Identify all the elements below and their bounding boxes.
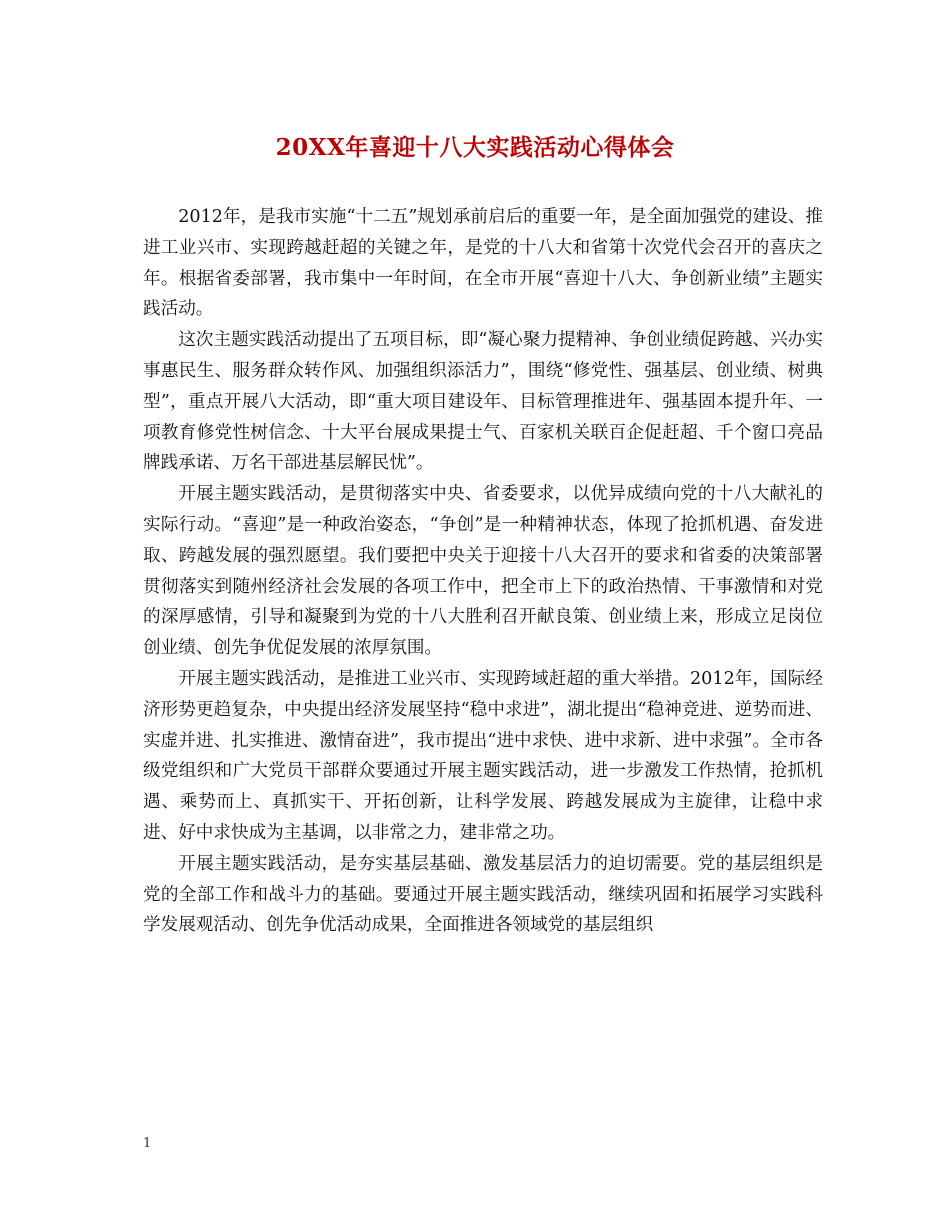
document-body xyxy=(143,202,823,941)
paragraph-4: 开展主题实践活动，是推进工业兴市、实现跨域赶超的重大举措。2012年，国际经济形势更趋复杂，中央提出经济发展坚持“稳中求进”，湖北提出“稳神竞进、逆势而进、实虚并进、扎实推进、激情奋进”，我市提出“进中求快、进中求新、进中求强”。全市各级党组织和广大党员干部群众要通过开展主题实践活动，进一步激发工作热情，抢抓机遇、乘势而上、真抓实干、开拓创新，让科学发展、跨越发展成为主旋律，让稳中求进、好中求快成为主基调，以非常之力，建非常之功。 xyxy=(143,668,823,843)
paragraph-5: 开展主题实践活动，是夯实基层基础、激发基层活力的迫切需要。党的基层组织是党的全部工作和战斗力的基础。要通过开展主题实践活动，继续巩固和拓展学习实践科学发展观活动、创先争优活动成果，全面推进各领域党的基层组织 xyxy=(143,853,823,936)
document-title: 20XX年喜迎十八大实践活动心得体会 xyxy=(275,134,675,161)
paragraph-2: 这次主题实践活动提出了五项目标，即“凝心聚力提精神、争创业绩促跨越、兴办实事惠民生、服务群众转作风、加强组织添活力”，围绕“修党性、强基层、创业绩、树典型”，重点开展八大活动，即“重大项目建设年、目标管理推进年、强基固本提升年、一项教育修党性树信念、十大平台展成果提士气、百家机关联百企促赶超、千个窗口亮品牌践承诺、万名干部进基层解民忧”。 xyxy=(143,330,823,474)
paragraph-1: 2012年，是我市实施“十二五”规划承前启后的重要一年，是全面加强党的建设、推进工业兴市、实现跨越赶超的关键之年，是党的十八大和省第十次党代会召开的喜庆之年。根据省委部署，我市集中一年时间，在全市开展“喜迎十八大、争创新业绩”主题实践活动。 xyxy=(143,207,823,320)
page-number: 1 xyxy=(143,1136,152,1151)
paragraph-3: 开展主题实践活动，是贯彻落实中央、省委要求，以优异成绩向党的十八大献礼的实际行动。“喜迎”是一种政治姿态，“争创”是一种精神状态，体现了抢抓机遇、奋发进取、跨越发展的强烈愿望。我们要把中央关于迎接十八大召开的要求和省委的决策部署贯彻落实到随州经济社会发展的各项工作中，把全市上下的政治热情、干事激情和对党的深厚感情，引导和凝聚到为党的十八大胜利召开献良策、创业绩上来，形成立足岗位创业绩、创先争优促发展的浓厚氛围。 xyxy=(143,484,823,659)
